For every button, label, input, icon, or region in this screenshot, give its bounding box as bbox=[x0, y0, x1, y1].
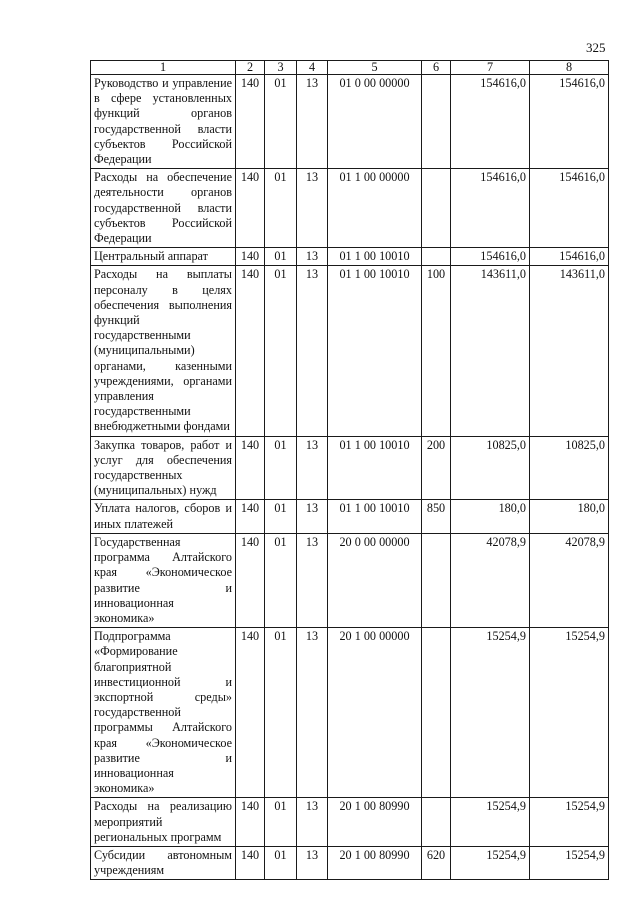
cell-col7: 15254,9 bbox=[451, 628, 530, 798]
table-row bbox=[91, 500, 609, 533]
cell-code: 01 1 00 10010 bbox=[328, 266, 422, 436]
cell-col6 bbox=[422, 169, 451, 248]
cell-col8: 180,0 bbox=[530, 500, 609, 533]
cell-col6: 850 bbox=[422, 500, 451, 533]
cell-col8: 15254,9 bbox=[530, 846, 609, 879]
cell-col8: 154616,0 bbox=[530, 248, 609, 266]
row-name: Расходы на обеспечение деятельности органов государственной власти субъектов Российской Федерации bbox=[91, 169, 236, 248]
table-row bbox=[91, 628, 609, 798]
cell-col7: 154616,0 bbox=[451, 75, 530, 169]
row-name: Закупка товаров, работ и услуг для обеспечения государственных (муниципальных) нужд bbox=[91, 436, 236, 500]
row-name: Уплата налогов, сборов и иных платежей bbox=[91, 500, 236, 533]
cell-col4: 13 bbox=[297, 169, 328, 248]
column-header: 8 bbox=[530, 61, 609, 75]
cell-col6 bbox=[422, 248, 451, 266]
cell-col2: 140 bbox=[236, 846, 265, 879]
table-row bbox=[91, 75, 609, 169]
table-row bbox=[91, 266, 609, 436]
cell-col8: 154616,0 bbox=[530, 169, 609, 248]
cell-code: 01 0 00 00000 bbox=[328, 75, 422, 169]
cell-col7: 180,0 bbox=[451, 500, 530, 533]
cell-col2: 140 bbox=[236, 533, 265, 627]
row-name: Центральный аппарат bbox=[91, 248, 236, 266]
cell-col7: 154616,0 bbox=[451, 248, 530, 266]
budget-table bbox=[90, 60, 609, 880]
cell-col3: 01 bbox=[265, 436, 297, 500]
cell-code: 20 1 00 00000 bbox=[328, 628, 422, 798]
cell-col3: 01 bbox=[265, 248, 297, 266]
row-name: Субсидии автономным учреждениям bbox=[91, 846, 236, 879]
column-header: 2 bbox=[236, 61, 265, 75]
cell-col3: 01 bbox=[265, 846, 297, 879]
cell-col6: 100 bbox=[422, 266, 451, 436]
cell-code: 20 1 00 80990 bbox=[328, 846, 422, 879]
cell-col2: 140 bbox=[236, 75, 265, 169]
cell-col2: 140 bbox=[236, 798, 265, 847]
cell-col8: 15254,9 bbox=[530, 628, 609, 798]
cell-col7: 15254,9 bbox=[451, 846, 530, 879]
cell-col4: 13 bbox=[297, 798, 328, 847]
cell-code: 01 1 00 10010 bbox=[328, 500, 422, 533]
table-row bbox=[91, 436, 609, 500]
cell-col7: 10825,0 bbox=[451, 436, 530, 500]
column-header: 5 bbox=[328, 61, 422, 75]
cell-col8: 143611,0 bbox=[530, 266, 609, 436]
cell-col7: 143611,0 bbox=[451, 266, 530, 436]
table-row bbox=[91, 248, 609, 266]
cell-col4: 13 bbox=[297, 248, 328, 266]
row-name: Государственная программа Алтайского края «Экономическое развитие и инновационная экономика» bbox=[91, 533, 236, 627]
row-name: Подпрограмма «Формирование благоприятной инвестиционной и экспортной среды» государственной программы Алтайского края «Экономическое развитие и инновационная экономика» bbox=[91, 628, 236, 798]
cell-col3: 01 bbox=[265, 628, 297, 798]
row-name: Расходы на выплаты персоналу в целях обеспечения выполнения функций государственными (муниципальными) органами, казенными учреждениями, органами управления государственными внебюджетными фондами bbox=[91, 266, 236, 436]
column-header: 4 bbox=[297, 61, 328, 75]
cell-col2: 140 bbox=[236, 628, 265, 798]
cell-code: 01 1 00 00000 bbox=[328, 169, 422, 248]
cell-col7: 15254,9 bbox=[451, 798, 530, 847]
column-header: 7 bbox=[451, 61, 530, 75]
cell-col8: 15254,9 bbox=[530, 798, 609, 847]
table-row bbox=[91, 846, 609, 879]
cell-col4: 13 bbox=[297, 436, 328, 500]
cell-code: 01 1 00 10010 bbox=[328, 248, 422, 266]
header-row bbox=[91, 61, 609, 75]
cell-code: 01 1 00 10010 bbox=[328, 436, 422, 500]
cell-col3: 01 bbox=[265, 500, 297, 533]
cell-col8: 42078,9 bbox=[530, 533, 609, 627]
cell-col2: 140 bbox=[236, 436, 265, 500]
page-number: 325 bbox=[586, 40, 606, 55]
cell-col6 bbox=[422, 75, 451, 169]
cell-col3: 01 bbox=[265, 169, 297, 248]
cell-col4: 13 bbox=[297, 533, 328, 627]
row-name: Расходы на реализацию мероприятий региональных программ bbox=[91, 798, 236, 847]
cell-col3: 01 bbox=[265, 75, 297, 169]
cell-col2: 140 bbox=[236, 266, 265, 436]
row-name: Руководство и управление в сфере установленных функций органов государственной власти субъектов Российской Федерации bbox=[91, 75, 236, 169]
cell-col4: 13 bbox=[297, 75, 328, 169]
cell-col6: 200 bbox=[422, 436, 451, 500]
column-header: 1 bbox=[91, 61, 236, 75]
cell-col7: 42078,9 bbox=[451, 533, 530, 627]
cell-col4: 13 bbox=[297, 846, 328, 879]
cell-col3: 01 bbox=[265, 798, 297, 847]
cell-code: 20 0 00 00000 bbox=[328, 533, 422, 627]
table-row bbox=[91, 169, 609, 248]
column-header: 6 bbox=[422, 61, 451, 75]
table-row bbox=[91, 533, 609, 627]
cell-col7: 154616,0 bbox=[451, 169, 530, 248]
cell-col4: 13 bbox=[297, 266, 328, 436]
cell-col4: 13 bbox=[297, 500, 328, 533]
cell-col8: 154616,0 bbox=[530, 75, 609, 169]
cell-col2: 140 bbox=[236, 248, 265, 266]
cell-code: 20 1 00 80990 bbox=[328, 798, 422, 847]
cell-col6: 620 bbox=[422, 846, 451, 879]
cell-col6 bbox=[422, 628, 451, 798]
column-header: 3 bbox=[265, 61, 297, 75]
cell-col3: 01 bbox=[265, 266, 297, 436]
cell-col4: 13 bbox=[297, 628, 328, 798]
cell-col8: 10825,0 bbox=[530, 436, 609, 500]
cell-col2: 140 bbox=[236, 169, 265, 248]
cell-col6 bbox=[422, 798, 451, 847]
cell-col3: 01 bbox=[265, 533, 297, 627]
cell-col2: 140 bbox=[236, 500, 265, 533]
cell-col6 bbox=[422, 533, 451, 627]
table-row bbox=[91, 798, 609, 847]
